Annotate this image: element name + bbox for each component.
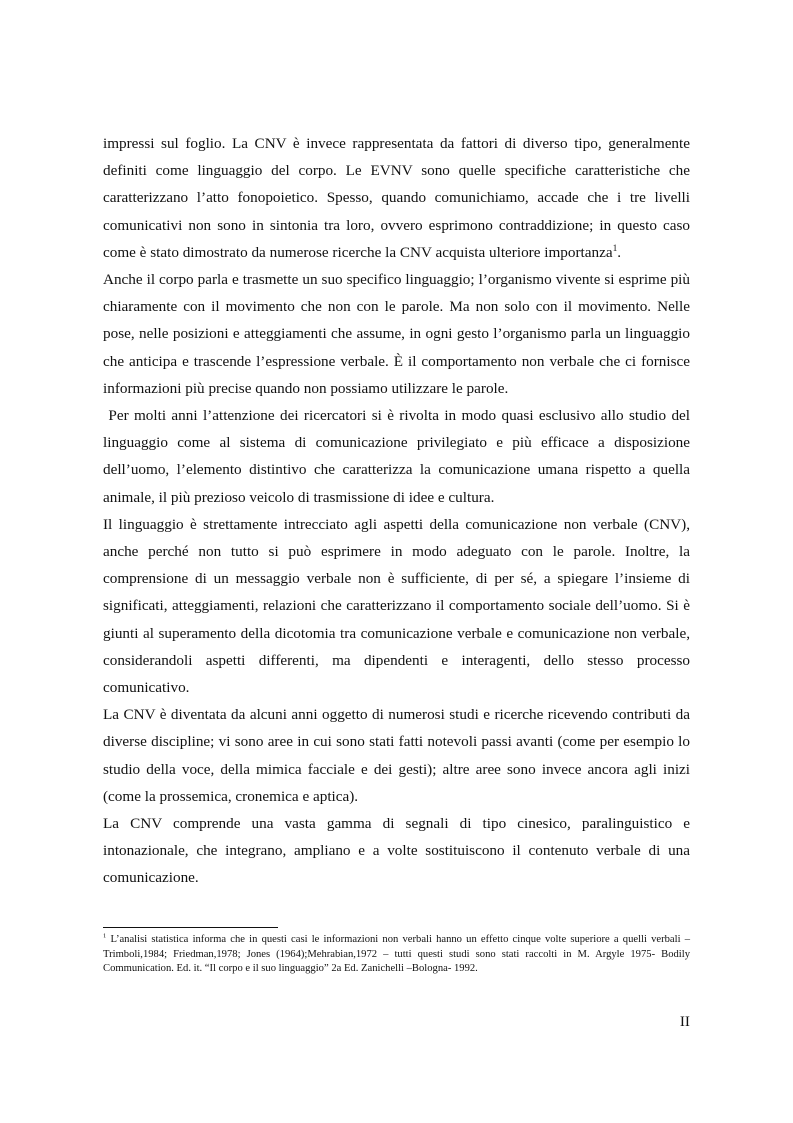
body-text — [103, 130, 690, 892]
paragraph-4: Il linguaggio è strettamente intrecciato agli aspetti della comunicazione non verbale (CNV), anche perché non tutto si può esprimere in modo adeguato con le parole. Inoltre, la comprensione di un messaggio verbale non è sufficiente, di per sé, a spiegare l’insieme di significati, atteggiamenti, relazioni che caratterizzano il comportamento sociale dell’uomo. Si è giunti al superamento della dicotomia tra comunicazione verbale e comunicazione non verbale, considerandoli aspetti differenti, ma dipendenti e interagenti, dello stesso processo comunicativo. — [103, 515, 690, 697]
paragraph-1 — [103, 130, 690, 266]
paragraph-1-end: . — [617, 243, 622, 261]
paragraph-3 — [103, 402, 690, 511]
paragraph-5: La CNV è diventata da alcuni anni oggetto di numerosi studi e ricerche ricevendo contributi da diverse discipline; vi sono aree in cui sono stati fatti notevoli passi avanti (come per esempio lo studio della voce, della mimica facciale e dei gesti); altre aree sono invece ancora agli inizi (come la prossemica, cronemica e aptica). — [103, 706, 690, 805]
page-number: II — [679, 1013, 690, 1030]
footnote-reference: 1 — [612, 243, 618, 254]
footnote — [103, 933, 690, 977]
footnote-divider — [103, 927, 278, 928]
paragraph-1-text: impressi sul foglio. La CNV è invece rappresentata da fattori di diverso tipo, generalmente definiti come linguaggio del corpo. Le EVNV sono quelle specifiche caratteristiche che caratterizzano l’atto fonopoietico. Spesso, quando comunichiamo, accade che i tre livelli comunicativi non sono in sintonia tra loro, ovvero esprimono contraddizione; in questo caso come è stato dimostrato da numerose ricerche la CNV acquista ulteriore importanza — [103, 135, 690, 261]
paragraph-2: Anche il corpo parla e trasmette un suo specifico linguaggio; l’organismo vivente si esprime più chiaramente con il movimento che non con le parole. Ma non solo con il movimento. Nelle pose, nelle posizioni e atteggiamenti che assume, in ogni gesto l’organismo parla un linguaggio che anticipa e trascende l’espressione verbale. È il comportamento non verbale che ci fornisce informazioni più precise quando non possiamo utilizzare le parole. — [103, 271, 690, 397]
paragraph-3-text: Per molti anni l’attenzione dei ricercatori si è rivolta in modo quasi esclusivo allo studio del linguaggio come al sistema di comunicazione privilegiato e più efficace a disposizione dell’uomo, l’elemento distintivo che caratterizza la comunicazione umana rispetto a quella animale, il più prezioso veicolo di trasmissione di idee e cultura. — [103, 407, 691, 506]
paragraph-6: La CNV comprende una vasta gamma di segnali di tipo cinesico, paralinguistico e intonazionale, che integrano, ampliano e a volte sostituiscono il contenuto verbale di una comunicazione. — [103, 815, 690, 887]
footnote-text: L’analisi statistica informa che in questi casi le informazioni non verbali hanno un effetto cinque volte superiore a quelli verbali – Trimboli,1984; Friedman,1978; Jones (1964);Mehrabian,1972 – tutti questi studi sono stati raccolti in M. Argyle 1975- Bodily Communication. Ed. it. “Il corpo e il suo linguaggio” 2a Ed. Zanichelli –Bologna- 1992. — [103, 934, 690, 975]
footnote-marker: 1 — [103, 932, 107, 940]
